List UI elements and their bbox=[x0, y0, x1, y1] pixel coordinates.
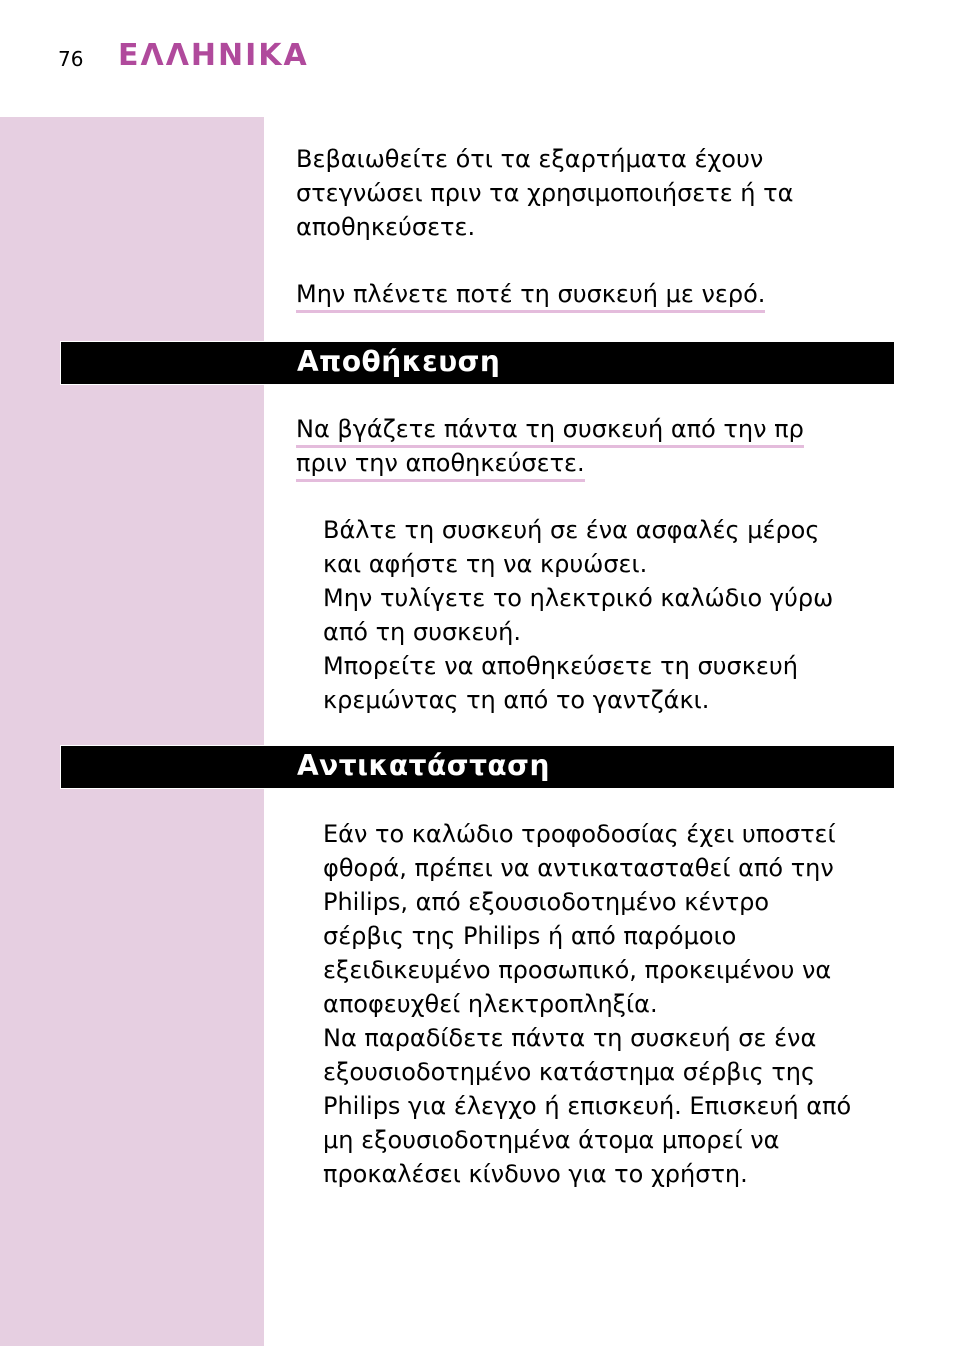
water-warning-text: Μην πλένετε ποτέ τη συσκευή με νερό. bbox=[296, 280, 765, 313]
paragraph-line: Να βγάζετε πάντα τη συσκευή από την πρ bbox=[296, 415, 804, 448]
replacement-paragraph bbox=[323, 817, 851, 1191]
paragraph-line: Βάλτε τη συσκευή σε ένα ασφαλές μέρος bbox=[323, 516, 820, 544]
paragraph-line: σέρβις της Philips ή από παρόμοιο bbox=[323, 922, 737, 950]
paragraph-line: πριν την αποθηκεύσετε. bbox=[296, 449, 585, 482]
paragraph-line: στεγνώσει πριν τα χρησιμοποιήσετε ή τα bbox=[296, 179, 794, 207]
storage-heading: Αποθήκευση bbox=[297, 345, 501, 378]
paragraph-line: Μην τυλίγετε το ηλεκτρικό καλώδιο γύρω bbox=[323, 584, 834, 612]
paragraph-line: φθορά, πρέπει να αντικατασταθεί από την bbox=[323, 854, 834, 882]
storage-steps-paragraph bbox=[323, 513, 833, 717]
paragraph-line: προκαλέσει κίνδυνο για το χρήστη. bbox=[323, 1160, 748, 1188]
paragraph-line: κρεμώντας τη από το γαντζάκι. bbox=[323, 686, 710, 714]
paragraph-line: εξειδικευμένο προσωπικό, προκειμένου να bbox=[323, 956, 832, 984]
paragraph-line: εξουσιοδοτημένο κατάστημα σέρβις της bbox=[323, 1058, 816, 1086]
storage-heading-bar bbox=[60, 341, 895, 385]
language-title: ΕΛΛΗΝΙΚΑ bbox=[118, 38, 309, 73]
paragraph-line: Philips, από εξουσιοδοτημένο κέντρο bbox=[323, 888, 770, 916]
page-number: 76 bbox=[58, 47, 84, 71]
water-warning-paragraph bbox=[296, 277, 765, 311]
paragraph-line: μη εξουσιοδοτημένα άτομα μπορεί να bbox=[323, 1126, 780, 1154]
paragraph-line: Βεβαιωθείτε ότι τα εξαρτήματα έχουν bbox=[296, 145, 764, 173]
paragraph-line: Εάν το καλώδιο τροφοδοσίας έχει υποστεί bbox=[323, 820, 836, 848]
paragraph-line: και αφήστε τη να κρυώσει. bbox=[323, 550, 648, 578]
replacement-heading: Αντικατάσταση bbox=[297, 749, 550, 782]
side-margin-band bbox=[0, 117, 264, 1346]
unplug-paragraph bbox=[296, 412, 804, 480]
dry-parts-paragraph bbox=[296, 142, 793, 244]
replacement-heading-bar bbox=[60, 745, 895, 789]
paragraph-line: αποφευχθεί ηλεκτροπληξία. bbox=[323, 990, 658, 1018]
paragraph-line: αποθηκεύσετε. bbox=[296, 213, 476, 241]
paragraph-line: Να παραδίδετε πάντα τη συσκευή σε ένα bbox=[323, 1024, 817, 1052]
paragraph-line: Μπορείτε να αποθηκεύσετε τη συσκευή bbox=[323, 652, 798, 680]
paragraph-line: Philips για έλεγχο ή επισκευή. Επισκευή από bbox=[323, 1092, 852, 1120]
paragraph-line: από τη συσκευή. bbox=[323, 618, 522, 646]
